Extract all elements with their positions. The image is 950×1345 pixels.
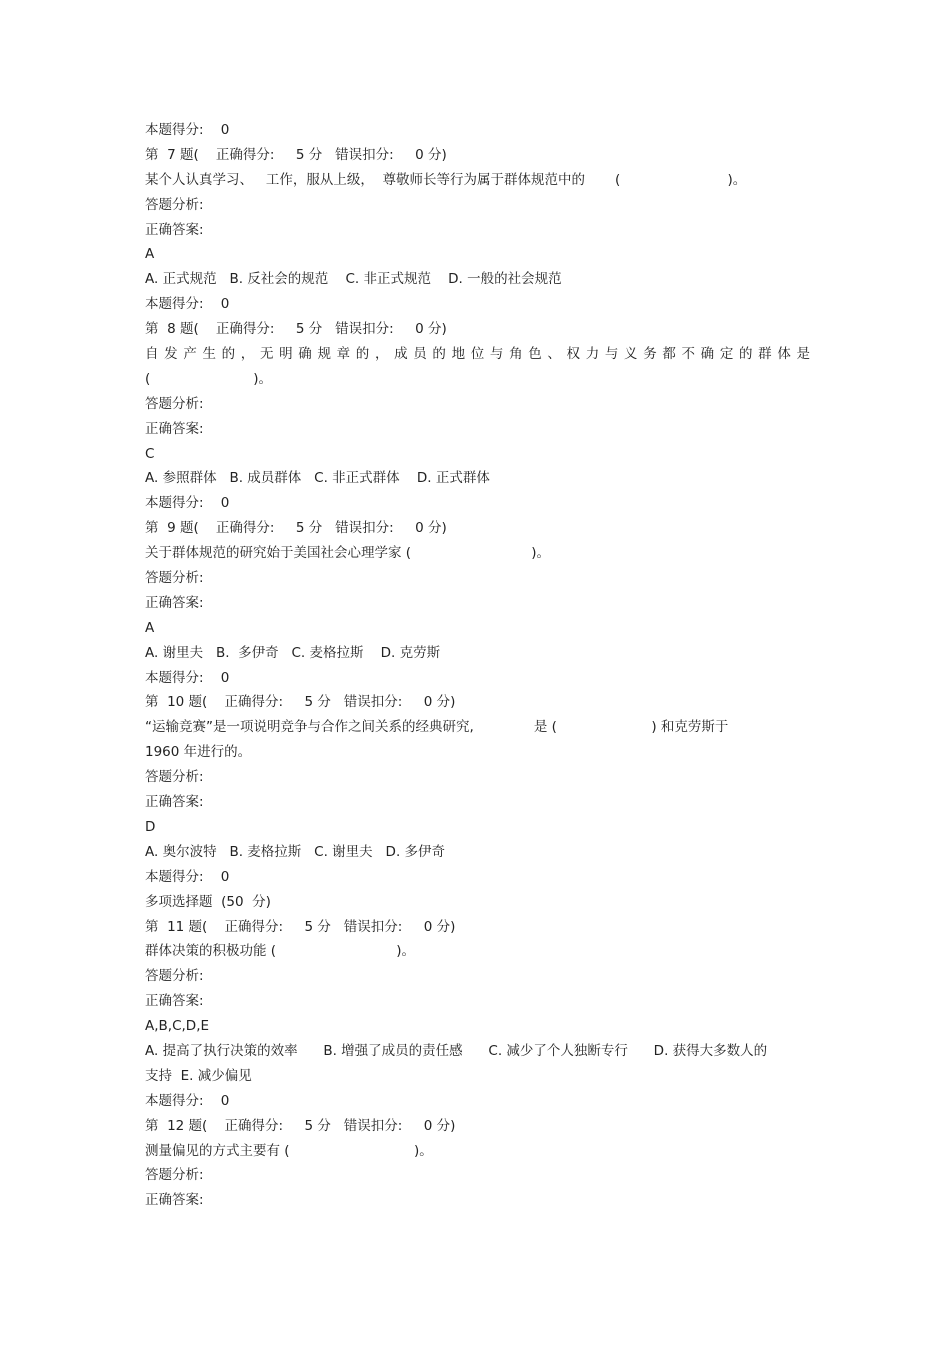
- answer-value: A: [145, 246, 155, 263]
- answer-label: 正确答案:: [145, 594, 204, 611]
- question-8-text-cont: ( )。: [145, 370, 273, 387]
- answer-value: A: [145, 619, 155, 636]
- question-7-options: A. 正式规范 B. 反社会的规范 C. 非正式规范 D. 一般的社会规范: [145, 271, 562, 288]
- question-list: [145, 118, 810, 1213]
- section-heading: 多项选择题 (50 分): [145, 893, 271, 910]
- question-10-header: 第 10 题( 正确得分: 5 分 错误扣分: 0 分): [145, 694, 456, 711]
- analysis-label: 答题分析:: [145, 968, 204, 985]
- answer-label: 正确答案:: [145, 1192, 204, 1209]
- answer-label: 正确答案:: [145, 420, 204, 437]
- question-11-text: 群体决策的积极功能 ( )。: [145, 943, 415, 960]
- question-7-text: 某个人认真学习、 工作，服从上级， 尊敬师长等行为属于群体规范中的 ( )。: [145, 171, 747, 188]
- answer-label: 正确答案:: [145, 221, 204, 238]
- question-11-header: 第 11 题( 正确得分: 5 分 错误扣分: 0 分): [145, 918, 456, 935]
- question-12-header: 第 12 题( 正确得分: 5 分 错误扣分: 0 分): [145, 1117, 456, 1134]
- answer-value: C: [145, 445, 155, 462]
- question-9-text: 关于群体规范的研究始于美国社会心理学家 ( )。: [145, 545, 550, 562]
- question-8-options: A. 参照群体 B. 成员群体 C. 非正式群体 D. 正式群体: [145, 470, 490, 487]
- answer-label: 正确答案:: [145, 794, 204, 811]
- score-line: 本题得分: 0: [145, 669, 230, 686]
- question-10-options: A. 奥尔波特 B. 麦格拉斯 C. 谢里夫 D. 多伊奇: [145, 843, 446, 860]
- score-line: 本题得分: 0: [145, 296, 230, 313]
- question-10-text-cont: 1960 年进行的。: [145, 744, 252, 761]
- question-11-options-cont: 支持 E. 减少偏见: [145, 1067, 252, 1084]
- score-line: 本题得分: 0: [145, 1092, 230, 1109]
- question-9-options: A. 谢里夫 B. 多伊奇 C. 麦格拉斯 D. 克劳斯: [145, 644, 441, 661]
- question-7-header: 第 7 题( 正确得分: 5 分 错误扣分: 0 分): [145, 146, 447, 163]
- score-line: 本题得分: 0: [145, 868, 230, 885]
- answer-value: D: [145, 818, 156, 835]
- question-12-text: 测量偏见的方式主要有 ( )。: [145, 1142, 433, 1159]
- analysis-label: 答题分析:: [145, 570, 204, 587]
- question-9-header: 第 9 题( 正确得分: 5 分 错误扣分: 0 分): [145, 520, 447, 537]
- question-8-header: 第 8 题( 正确得分: 5 分 错误扣分: 0 分): [145, 321, 447, 338]
- analysis-label: 答题分析:: [145, 395, 204, 412]
- answer-label: 正确答案:: [145, 993, 204, 1010]
- score-line: 本题得分: 0: [145, 122, 230, 138]
- analysis-label: 答题分析:: [145, 196, 204, 213]
- question-11-options: A. 提高了执行决策的效率 B. 增强了成员的责任感 C. 减少了个人独断专行 D. 获得大多数人的: [145, 1042, 768, 1059]
- question-8-text: 自 发 产 生 的 ， 无 明 确 规 章 的 ， 成 员 的 地 位 与 角 色 、 权 力 与 义 务 都 不 确 定 的 群 体 是: [145, 346, 810, 363]
- analysis-label: 答题分析:: [145, 1167, 204, 1184]
- score-line: 本题得分: 0: [145, 495, 230, 512]
- answer-value: A,B,C,D,E: [145, 1018, 210, 1035]
- question-10-text: “运输竞赛”是一项说明竞争与合作之间关系的经典研究, 是 ( ) 和克劳斯于: [145, 719, 729, 736]
- analysis-label: 答题分析:: [145, 769, 204, 786]
